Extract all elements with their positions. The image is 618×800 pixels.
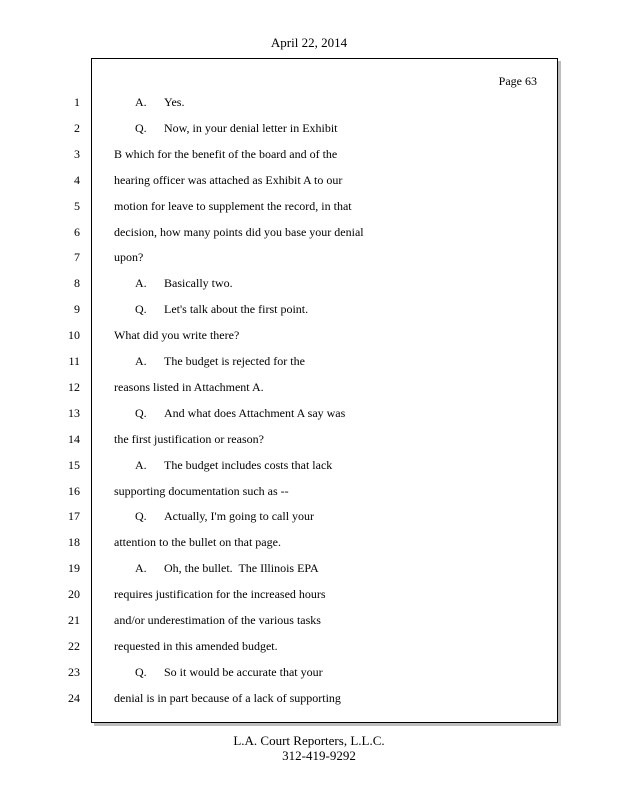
line-number: 6: [74, 224, 80, 239]
line-number: 19: [68, 561, 80, 576]
transcript-line: [114, 199, 352, 213]
transcript-line: [114, 639, 278, 653]
transcript-line: [135, 458, 332, 472]
line-text: Basically two.: [164, 276, 233, 291]
transcript-line: [114, 173, 342, 187]
transcript-line: [114, 250, 143, 264]
line-number: 7: [74, 250, 80, 265]
court-reporter-phone: 312-419-9292: [282, 748, 356, 763]
transcript-line: [114, 691, 341, 705]
line-text: What did you write there?: [114, 328, 240, 343]
line-text: Oh, the bullet. The Illinois EPA: [164, 561, 319, 576]
line-text: Now, in your denial letter in Exhibit: [164, 120, 338, 135]
line-text: attention to the bullet on that page.: [114, 535, 281, 550]
line-number: 3: [74, 146, 80, 161]
transcript-line: [114, 535, 281, 549]
line-number: 8: [74, 276, 80, 291]
line-text: And what does Attachment A say was: [164, 405, 346, 420]
line-number: 14: [68, 431, 80, 446]
transcript-line: [135, 665, 323, 679]
line-text: The budget includes costs that lack: [164, 457, 333, 472]
speaker-label: Q.: [135, 120, 147, 135]
line-text: B which for the benefit of the board and of the: [114, 146, 338, 161]
line-text: The budget is rejected for the: [164, 354, 305, 368]
line-text: Actually, I'm going to call your: [164, 509, 315, 524]
speaker-label: Q.: [135, 664, 147, 679]
line-number: 24: [68, 690, 80, 705]
line-number: 20: [68, 587, 80, 602]
transcript-line: [135, 509, 314, 523]
line-text: Let's talk about the first point.: [164, 302, 309, 317]
speaker-label: A.: [135, 276, 147, 291]
line-text: denial is in part because of a lack of supporting: [114, 690, 341, 705]
line-number: 23: [68, 664, 80, 679]
line-number: 13: [68, 405, 80, 420]
line-number: 5: [74, 198, 80, 213]
transcript-line: [114, 432, 264, 446]
line-number: 22: [68, 638, 80, 653]
line-text: upon?: [114, 250, 144, 265]
line-text: supporting documentation such as --: [114, 483, 289, 498]
line-text: the first justification or reason?: [114, 431, 264, 446]
line-text: Yes.: [164, 95, 185, 109]
line-number: 21: [68, 613, 80, 627]
speaker-label: A.: [135, 354, 147, 368]
transcript-line: [135, 121, 338, 135]
speaker-label: A.: [135, 95, 147, 109]
transcript-line: [114, 225, 364, 239]
line-number: 15: [68, 457, 80, 472]
line-text: requires justification for the increased hours: [114, 587, 326, 602]
speaker-label: A.: [135, 457, 147, 472]
line-text: requested in this amended budget.: [114, 638, 278, 653]
line-number: 11: [68, 354, 80, 368]
line-number: 17: [68, 509, 80, 524]
line-text: reasons listed in Attachment A.: [114, 379, 264, 394]
line-number: 16: [68, 483, 80, 498]
page-number: Page 63: [498, 74, 537, 88]
line-number: 18: [68, 535, 80, 550]
transcript-line: [114, 613, 321, 627]
line-number: 1: [74, 95, 80, 109]
speaker-label: Q.: [135, 509, 147, 524]
line-number: 10: [68, 328, 80, 343]
header-date: April 22, 2014: [270, 35, 348, 50]
transcript-line: [114, 587, 326, 601]
footer: [0, 733, 618, 763]
line-text: hearing officer was attached as Exhibit A to our: [114, 172, 343, 187]
line-number: 2: [74, 120, 80, 135]
line-number: 9: [74, 302, 80, 317]
transcript-line: [135, 95, 184, 109]
line-number: 4: [74, 172, 80, 187]
transcript-line: [135, 354, 305, 368]
line-text: decision, how many points did you base your denial: [114, 224, 364, 239]
transcript-line: [135, 302, 308, 316]
transcript-line: [135, 276, 233, 290]
line-text: So it would be accurate that your: [164, 664, 323, 679]
line-text: motion for leave to supplement the record, in that: [114, 198, 352, 213]
transcript-line: [114, 147, 337, 161]
transcript-line: [135, 406, 345, 420]
transcript-line: [114, 484, 289, 498]
transcript-line: [114, 380, 264, 394]
speaker-label: Q.: [135, 302, 147, 317]
speaker-label: Q.: [135, 405, 147, 420]
court-reporter-name: L.A. Court Reporters, L.L.C.: [233, 733, 385, 748]
line-text: and/or underestimation of the various tasks: [114, 613, 321, 627]
transcript-line: [135, 561, 319, 575]
transcript-line: [114, 328, 239, 342]
speaker-label: A.: [135, 561, 147, 576]
line-number: 12: [68, 379, 80, 394]
